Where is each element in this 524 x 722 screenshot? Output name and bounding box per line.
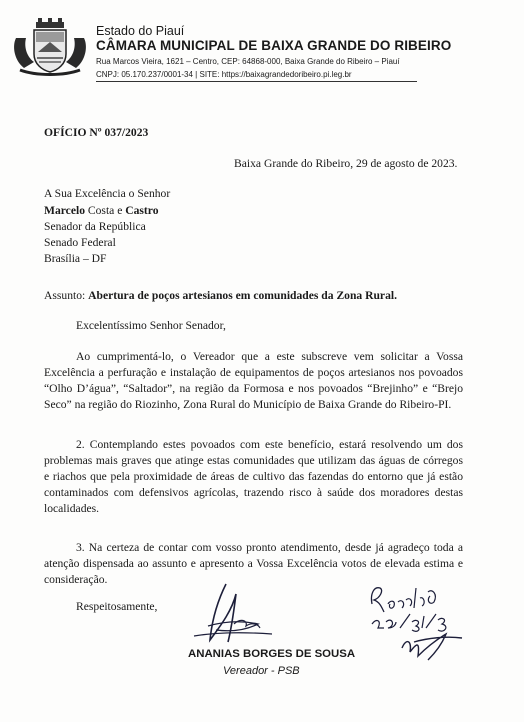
chamber-cnpj-site: CNPJ: 05.170.237/0001-34 | SITE: https://baixagrandedoribeiro.pi.leg.br [96, 70, 352, 79]
addressee-last-name: Castro [125, 204, 159, 217]
letter-number: OFÍCIO Nº 037/2023 [44, 126, 149, 139]
chamber-address: Rua Marcos Vieira, 1621 – Centro, CEP: 64868-000, Baixa Grande do Ribeiro – Piauí [96, 57, 400, 66]
salutation: Excelentíssimo Senhor Senador, [76, 319, 226, 332]
signer-name: ANANIAS BORGES DE SOUSA [188, 648, 356, 660]
municipal-crest-icon [10, 16, 90, 76]
chamber-name: CÂMARA MUNICIPAL DE BAIXA GRANDE DO RIBEIRO [96, 38, 452, 53]
addressee-line-1: A Sua Excelência o Senhor [44, 187, 171, 200]
header-divider [96, 81, 417, 82]
paragraph-3: 3. Na certeza de contar com vosso pronto atendimento, desde já agradeço toda a atenção dispensada ao assunto e apresento a Vossa Excelência votos de elevada estima e consideração. [44, 541, 463, 586]
subject-text: Abertura de poços artesianos em comunidades da Zona Rural. [88, 289, 397, 302]
addressee-line-4: Senado Federal [44, 236, 116, 249]
paragraph-2: 2. Contemplando estes povoados com este benefício, estará resolvendo um dos problemas mais graves que atinge estas comunidades que utilizam das águas de córregos e riachos que pela proximidade de áreas de cultivo das fazendas do entorno que já estão contaminados com defensivos agrícolas, trazendo risco à saúde dos moradores destas localidades. [44, 438, 463, 515]
addressee-name [44, 204, 159, 217]
subject-label: Assunto: [44, 289, 89, 302]
letter-subject [44, 289, 397, 302]
addressee-line-3: Senador da República [44, 220, 146, 233]
state-name: Estado do Piauí [96, 24, 185, 38]
handwritten-signature-icon [188, 580, 278, 652]
paragraph-1: Ao cumprimentá-lo, o Vereador que a este subscreve vem solicitar a Vossa Excelência a perfuração e instalação de equipamentos de poços artesianos nos povoados “Olho D’água”, “Saltador”, na região da Formosa e nos povoados “Brejinho” e “Brejo Seco” na região do Riozinho, Zona Rural do Município de Baixa Grande do Ribeiro-PI. [44, 350, 463, 411]
letter-dateline: Baixa Grande do Ribeiro, 29 de agosto de 2023. [234, 157, 458, 170]
addressee-first-name: Marcelo [44, 204, 85, 217]
closing: Respeitosamente, [76, 600, 158, 613]
signer-role: Vereador - PSB [223, 665, 300, 677]
addressee-middle-name: Costa e [85, 204, 126, 217]
received-stamp-handwriting-icon [366, 578, 476, 678]
addressee-line-5: Brasília – DF [44, 252, 107, 265]
